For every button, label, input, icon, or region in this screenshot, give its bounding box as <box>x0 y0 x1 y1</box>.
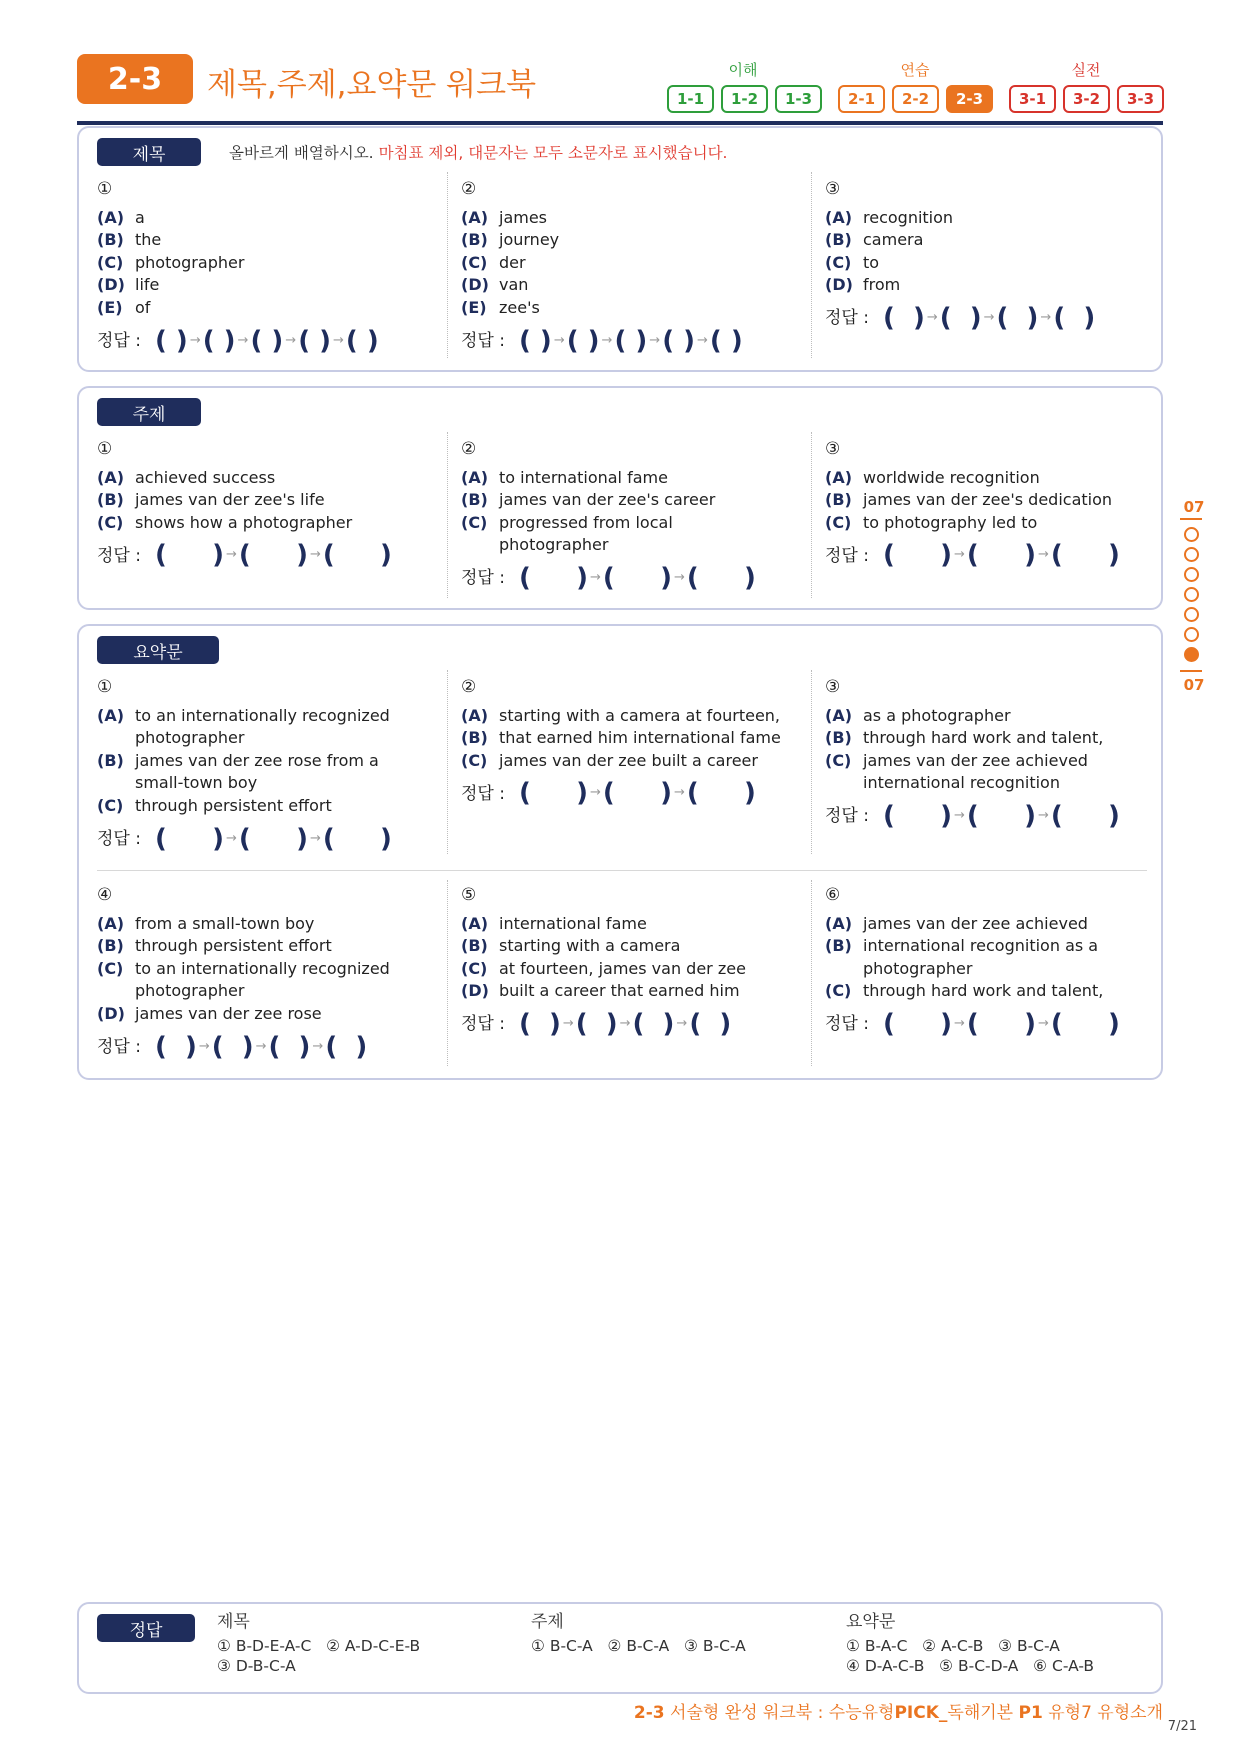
word-item: (B) journey <box>461 230 560 250</box>
footer-text: 독해기본 <box>947 1703 1014 1723</box>
theme-section <box>77 386 1163 610</box>
answer-key-heading: 요약문 <box>846 1612 896 1632</box>
word-item: (E) zee's <box>461 297 540 317</box>
phrase-item: (B) through persistent effort <box>97 936 332 956</box>
footer-text: 서술형 완성 워크북 : <box>670 1703 824 1723</box>
answer-key-line: ① B-A-C ② A-C-B ③ B-C-A <box>846 1637 1060 1655</box>
answer-blank-row[interactable]: 정답 : ( ) →( ) →( ) <box>461 562 756 593</box>
theme-question-1 <box>97 438 437 571</box>
theme-question-2 <box>461 438 801 593</box>
answer-key-line: ① B-C-A ② B-C-A ③ B-C-A <box>531 1637 746 1655</box>
footer <box>634 1698 1163 1723</box>
phrase-item: (C) progressed from local photographer <box>461 512 673 555</box>
question-number: ③ <box>825 439 841 459</box>
phrase-item: (C) to photography led to <box>825 512 1038 532</box>
phrase-item: (A) to international fame <box>461 467 668 487</box>
phrase-item: (A) achieved success <box>97 467 276 487</box>
word-item: (A) a <box>97 207 145 227</box>
stage-pill-2-1[interactable]: 2-1 <box>838 85 885 113</box>
unit-badge: 2-3 <box>77 54 193 104</box>
progress-dot <box>1184 607 1199 622</box>
progress-dot <box>1184 627 1199 642</box>
answer-blank-row[interactable]: 정답 : ( ) →( ) →( ) <box>825 540 1120 571</box>
side-page-number-top: 07 <box>1183 498 1205 516</box>
answer-blank-row[interactable]: 정답 : ( ) →( ) →( ) →( ) <box>97 1031 368 1062</box>
word-item: (D) van <box>461 275 529 295</box>
answer-key-line: ④ D-A-C-B ⑤ B-C-D-A ⑥ C-A-B <box>846 1657 1095 1675</box>
phrase-item: (C) james van der zee achieved international recognition <box>825 750 1088 793</box>
column-divider <box>811 172 812 358</box>
theme-question-3 <box>825 438 1155 571</box>
word-item: (D) from <box>825 275 901 295</box>
page-title: 제목,주제,요약문 워크북 <box>207 67 537 103</box>
answer-key-box <box>77 1602 1163 1694</box>
stage-pill-1-3[interactable]: 1-3 <box>775 85 822 113</box>
answer-blank-row[interactable]: 정답 : ( ) →( ) →( ) <box>825 1008 1120 1039</box>
answer-blank-row[interactable]: 정답 : ( ) →( ) →( ) <box>461 778 756 809</box>
answer-key-tag: 정답 <box>97 1614 195 1642</box>
phrase-item: (A) as a photographer <box>825 705 1011 725</box>
answer-key-theme <box>531 1612 746 1656</box>
question-number: ① <box>97 179 113 199</box>
word-item: (E) of <box>97 297 151 317</box>
side-rule <box>1180 518 1202 520</box>
answer-key-line: ① B-D-E-A-C ② A-D-C-E-B <box>217 1637 421 1655</box>
answer-key-title <box>217 1612 420 1676</box>
footer-text: 수능유형 <box>828 1703 895 1723</box>
column-divider <box>811 880 812 1066</box>
word-item: (D) life <box>97 275 160 295</box>
section-tag-theme: 주제 <box>97 398 201 426</box>
phrase-item: (A) to an internationally recognized photographer <box>97 705 390 748</box>
phrase-item: (A) starting with a camera at fourteen, <box>461 705 781 725</box>
stage-pill-2-2[interactable]: 2-2 <box>892 85 939 113</box>
stage-pill-3-3[interactable]: 3-3 <box>1117 85 1164 113</box>
page-number: 7/21 <box>1167 1719 1197 1734</box>
stage-label-understand: 이해 <box>728 61 758 79</box>
question-number: ⑤ <box>461 885 477 905</box>
phrase-item: (A) international fame <box>461 913 647 933</box>
word-item: (C) der <box>461 252 526 272</box>
question-number: ③ <box>825 677 841 697</box>
word-item: (C) to <box>825 252 880 272</box>
phrase-item: (B) that earned him international fame <box>461 728 781 748</box>
question-number: ② <box>461 439 477 459</box>
question-number: ① <box>97 677 113 697</box>
footer-text: PICK_ <box>894 1703 948 1723</box>
question-number: ② <box>461 179 477 199</box>
stage-label-practice: 연습 <box>900 61 930 79</box>
phrase-item: (C) to an internationally recognized photographer <box>97 958 390 1001</box>
phrase-item: (B) james van der zee's life <box>97 490 325 510</box>
title-section <box>77 126 1163 372</box>
instruction <box>229 141 728 163</box>
answer-blank-row[interactable]: 정답 : ( ) →( ) →( ) →( ) →( ) <box>461 325 743 356</box>
summary-question-6 <box>825 884 1125 1039</box>
phrase-item: (B) through hard work and talent, <box>825 728 1104 748</box>
summary-question-1 <box>97 676 432 854</box>
answer-key-heading: 주제 <box>531 1612 564 1632</box>
word-item: (B) camera <box>825 230 924 250</box>
section-tag-title: 제목 <box>97 138 201 166</box>
summary-question-4 <box>97 884 432 1062</box>
footer-text: P1 <box>1018 1703 1043 1723</box>
header-rule <box>77 121 1163 125</box>
phrase-item: (B) james van der zee's dedication <box>825 490 1113 510</box>
phrase-item: (A) james van der zee achieved <box>825 913 1088 933</box>
word-item: (A) james <box>461 207 548 227</box>
summary-section <box>77 624 1163 1080</box>
column-divider <box>811 432 812 598</box>
stage-pill-3-1[interactable]: 3-1 <box>1009 85 1056 113</box>
question-number: ⑥ <box>825 885 841 905</box>
progress-dot <box>1184 527 1199 542</box>
phrase-item: (A) worldwide recognition <box>825 467 1040 487</box>
column-divider <box>811 670 812 854</box>
word-item: (A) recognition <box>825 207 954 227</box>
row-divider <box>97 870 1147 871</box>
column-divider <box>447 670 448 854</box>
instruction-note: 마침표 제외, 대문자는 모두 소문자로 표시했습니다. <box>378 144 728 162</box>
title-question-3 <box>825 178 1155 333</box>
stage-pill-3-2[interactable]: 3-2 <box>1063 85 1110 113</box>
progress-dot <box>1184 567 1199 582</box>
column-divider <box>447 432 448 598</box>
answer-blank-row[interactable]: 정답 : ( ) →( ) →( ) →( ) →( ) <box>97 325 379 356</box>
summary-question-2 <box>461 676 801 809</box>
phrase-item: (B) james van der zee rose from a small-town boy <box>97 750 379 793</box>
answer-blank-row[interactable]: 정답 : ( ) →( ) →( ) →( ) <box>825 302 1096 333</box>
instruction-main: 올바르게 배열하시오. <box>229 144 374 162</box>
question-number: ① <box>97 439 113 459</box>
title-question-2 <box>461 178 801 356</box>
summary-question-3 <box>825 676 1125 831</box>
phrase-item: (A) from a small-town boy <box>97 913 315 933</box>
phrase-item: (D) built a career that earned him <box>461 981 740 1001</box>
question-number: ② <box>461 677 477 697</box>
stage-pill-1-2[interactable]: 1-2 <box>721 85 768 113</box>
side-page-number-bottom: 07 <box>1183 676 1205 694</box>
answer-key-summary <box>846 1612 1094 1676</box>
progress-dot-active <box>1184 647 1199 662</box>
phrase-item: (D) james van der zee rose <box>97 1003 322 1023</box>
phrase-item: (B) james van der zee's career <box>461 490 716 510</box>
question-number: ③ <box>825 179 841 199</box>
footer-text: 유형소개 <box>1097 1703 1163 1723</box>
side-rule <box>1180 670 1202 672</box>
column-divider <box>447 880 448 1066</box>
word-item: (B) the <box>97 230 162 250</box>
answer-blank-row[interactable]: 정답 : ( ) →( ) →( ) <box>825 800 1120 831</box>
phrase-item: (C) at fourteen, james van der zee <box>461 958 746 978</box>
section-tag-summary: 요약문 <box>97 636 219 664</box>
answer-blank-row[interactable]: 정답 : ( ) →( ) →( ) →( ) <box>461 1008 732 1039</box>
footer-text: 유형7 <box>1048 1703 1092 1723</box>
phrase-item: (C) james van der zee built a career <box>461 750 758 770</box>
answer-blank-row[interactable]: 정답 : ( ) →( ) →( ) <box>97 540 392 571</box>
progress-dot <box>1184 587 1199 602</box>
footer-code: 2-3 <box>633 1703 665 1723</box>
question-number: ④ <box>97 885 113 905</box>
summary-question-5 <box>461 884 801 1039</box>
answer-key-heading: 제목 <box>217 1612 250 1632</box>
phrase-item: (C) shows how a photographer <box>97 512 353 532</box>
word-item: (C) photographer <box>97 252 245 272</box>
stage-label-exam: 실전 <box>1071 61 1101 79</box>
progress-dot <box>1184 547 1199 562</box>
phrase-item: (C) through persistent effort <box>97 795 332 815</box>
phrase-item: (B) international recognition as a photographer <box>825 936 1099 978</box>
title-question-1 <box>97 178 437 356</box>
phrase-item: (B) starting with a camera <box>461 936 681 956</box>
answer-key-line: ③ D-B-C-A <box>217 1657 296 1675</box>
stage-pill-2-3-active[interactable]: 2-3 <box>946 85 993 113</box>
answer-blank-row[interactable]: 정답 : ( ) →( ) →( ) <box>97 823 392 854</box>
phrase-item: (C) through hard work and talent, <box>825 981 1104 1001</box>
column-divider <box>447 172 448 358</box>
stage-pill-1-1[interactable]: 1-1 <box>667 85 714 113</box>
